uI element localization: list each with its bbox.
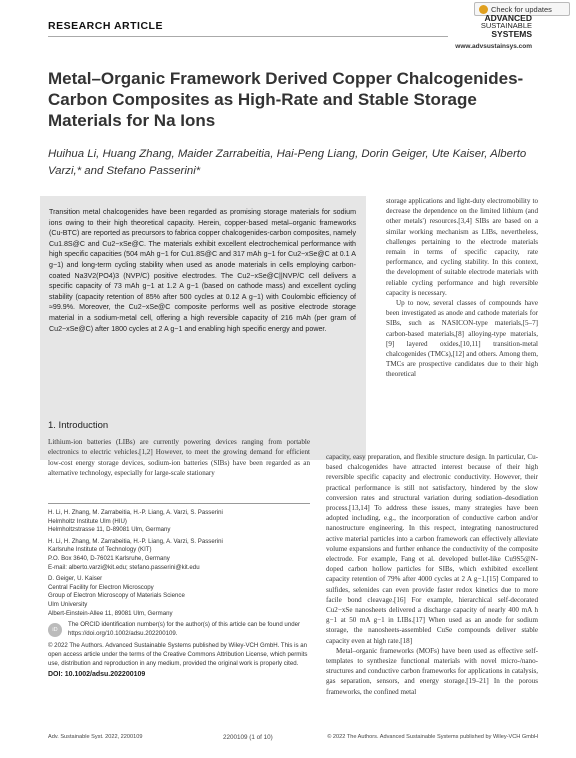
orcid-note [48, 621, 310, 638]
orcid-icon: iD [48, 623, 62, 637]
footer-page-number: 2200109 (1 of 10) [223, 734, 273, 741]
journal-logo: ADVANCED SUSTAINABLE SYSTEMS [480, 13, 532, 39]
right-column-top [386, 196, 538, 380]
article-title: Metal–Organic Framework Derived Copper Chalcogenides-Carbon Composites as High-Rate and Stable Storage Materials for Na Ions [48, 69, 524, 130]
abstract-text: Transition metal chalcogenides have been regarded as promising storage materials for sodium ions owing to their high theoretical capacity. Herein, copper-based metal–organic frameworks (Cu-BTC) are reported as precursors to fabrica copper chalcogenides-carbon composites, namely Cu1.8S@C and Cu2−xSe@C. The materials exhibit excellent electrochemical performance with high specific capacities (504 mAh g−1 for Cu1.8S@C and 317 mAh g−1 for Cu2−xSe@C at 0.1 A g−1) and long-term cycling stability when used as anode materials in cells employing carbon-coated Na3V2(PO4)3 (NVP/C) positive electrodes. The Cu2−xSe@C||NVP/C cell delivers a specific capacity of 73 mAh g−1 at 1.2 A g−1 (based on cathode mass) and excellent cycling stability (capacity retention of 85% after 500 cycles at 0.12 A g−1) with Coulombic efficiency of ≈99.9%. Moreover, the Cu2−xSe@C composite performs well as positive electrode storage material in a sodium-metal cell, offering a high reversible capacity of 216 mAh (per gram of Cu2−xSe@C) after 1800 cycles at 2 A g−1 and enabling high specific energy and power. [49, 208, 356, 333]
doi[interactable]: DOI: 10.1002/adsu.202200109 [48, 671, 146, 679]
paragraph: Metal–organic frameworks (MOFs) have been used as effective self-templates to synthesize functional materials with novel micro-/nano-structures and conductive carbon frameworks for applications in catalysis, gas separation, sensors, and energy storage.[19–21] In the porous frameworks, the confined metal [326, 646, 538, 696]
article-type-kicker: RESEARCH ARTICLE [48, 20, 163, 32]
header-divider [48, 36, 448, 37]
orcid-note-text[interactable]: The ORCID identification number(s) for the author(s) of this article can be found under https://doi.org/10.1002/adsu.202200109. [68, 621, 301, 637]
footer-copyright: © 2022 The Authors. Advanced Sustainable Systems published by Wiley-VCH GmbH [327, 734, 538, 740]
introduction-paragraph: Lithium-ion batteries (LIBs) are currently powering devices ranging from portable electronics to electric vehicles.[1,2] However, to meet the growing demand for efficient low-cost energy storage devices, sodium-ion batteries (SIBs) have been regarded as an alternative technology, especially for large-scale stationary [48, 438, 310, 477]
paragraph: capacity, easy preparation, and flexible structure design. In particular, Cu-based chalcogenides have attracted interest because of their high reversible specific capacity and electronic conductivity. However, their practical performance is still not satisfactory, hindered by the slow conversion rates and structural variation during sodiation–desodiation process.[13,14] To address these issues, many strategies have been adopted including, e.g., the incorporation of conductive carbon and/or nanostructure engineering. In this respect, integrating nanostructured active material particles into a carbon framework can effectively alleviate volume expansions and further enhance the conductivity of the composite electrode. For example, Fang et al. developed bullet-like Cu9S5@N-doped carbon hollow particles for SIBs, which exhibited excellent capacity retention of 79% after 4000 cycles at 2 A g−1.[15] Compared to sulfides, selenides can even provide faster redox kinetics due to more facile bond cleavage.[16] For example, hierarchical self-decorated Cu2−xSe nanosheets delivered a discharge capacity of nearly 400 mA h g−1 at 50 mA g−1 in LIBs.[17] When used as an anode for sodium storage, the nanosheets-assembled CuSe compounds deliver stable capacity even at high rate.[18] [326, 453, 538, 645]
author-list: Huihua Li, Huang Zhang, Maider Zarrabeitia, Hai-Peng Liang, Dorin Geiger, Ute Kaiser, Alberto Varzi,* and Stefano Passerini* [48, 148, 527, 177]
section-heading-introduction: 1. Introduction [48, 420, 109, 431]
right-column-body [326, 452, 538, 697]
affiliation-block: D. Geiger, U. Kaiser Central Facility for Electron Microscopy Group of Electron Microscopy of Materials Science Ulm University Albert-Einstein-Allee 11, 89081 Ulm, Germany [48, 575, 185, 617]
journal-url[interactable]: www.advsustainsys.com [455, 43, 532, 50]
paragraph: storage applications and light-duty electromobility to decrease the dependence on the limited lithium (and other metals') resources.[3,4] SIBs are based on a similar working mechanism as LIBs, nevertheless, challenges pertaining to the electrode materials remain in terms of specific capacity, rate performance, and cycling stability. In this context, the development of suitable electrode materials with reliable cycling performance and high reversible capacity is necessary. [386, 197, 538, 297]
affiliation-block: H. Li, H. Zhang, M. Zarrabeitia, H.-P. Liang, A. Varzi, S. Passerini Helmholtz Institute Ulm (HIU) Helmholtzstrasse 11, D-89081 Ulm, Germany [48, 509, 223, 534]
affiliation-divider [48, 503, 310, 504]
license-text: © 2022 The Authors. Advanced Sustainable Systems published by Wiley-VCH GmbH. This is an open access article under the terms of the Creative Commons Attribution License, which permits use, distribution and reproduction in any medium, provided the original work is properly cited. [48, 642, 308, 667]
check-for-updates-label: Check for updates [491, 4, 552, 14]
footer-citation: Adv. Sustainable Syst. 2022, 2200109 [48, 734, 143, 740]
affiliation-block: H. Li, H. Zhang, M. Zarrabeitia, H.-P. Liang, A. Varzi, S. Passerini Karlsruhe Institute of Technology (KIT) P.O. Box 3640, D-76021 Karlsruhe, Germany E-mail: alberto.varzi@kit.edu; stefano.passerini@kit.edu [48, 537, 223, 571]
paragraph: Up to now, several classes of compounds have been investigated as anode and cathode materials for SIBs, such as NASICON-type materials,[5–7] carbon-based materials,[8] alloying-type materials,[9] layered oxides,[10,11] transition-metal chalcogenides (TMCs),[12] and others. Among them, TMCs are prospective candidates due to their high theoretical [386, 299, 538, 379]
affiliations [48, 509, 310, 680]
